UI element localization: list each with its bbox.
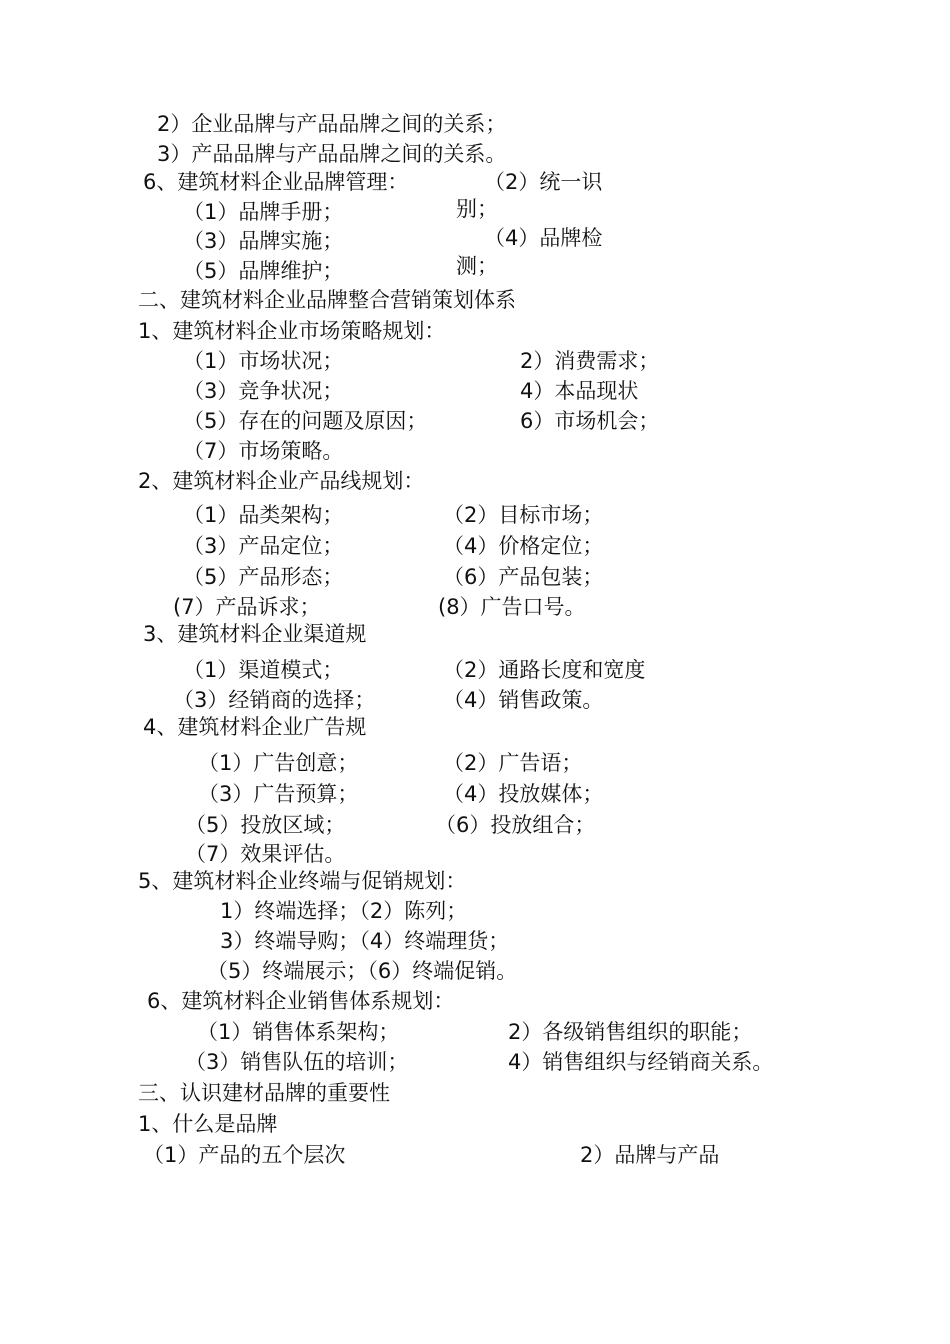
section-heading: 1、建筑材料企业市场策略规划： [138,319,446,343]
section-heading: 4、建筑材料企业广告规 [143,715,367,739]
list-item: （7）效果评估。 [185,842,346,866]
section-heading: 1、什么是品牌 [138,1112,278,1136]
chapter-heading: 二、建筑材料企业品牌整合营销策划体系 [138,288,516,312]
list-item: （1）产品的五个层次 [143,1143,346,1167]
list-item: （3）竞争状况； [183,379,344,403]
list-item: （1）渠道模式； [183,658,344,682]
list-item: （1）市场状况； [183,349,344,373]
list-item: 4）销售组织与经销商关系。 [508,1050,774,1074]
list-item: （4）投放媒体； [443,782,604,806]
list-item: （1）品类架构； [183,503,344,527]
list-item: （5）品牌维护； [183,259,344,283]
list-item: (7）产品诉求； [173,595,321,619]
list-item: （3）产品定位； [183,534,344,558]
section-heading: 3、建筑材料企业渠道规 [143,622,367,646]
chapter-heading: 三、认识建材品牌的重要性 [138,1081,390,1105]
text-line: 2）企业品牌与产品品牌之间的关系； [157,112,507,136]
list-item: （1）销售体系架构； [197,1020,400,1044]
list-item: （5）终端展示；（6）终端促销。 [207,959,518,983]
list-item: （6）产品包装； [443,565,604,589]
list-item: 6）市场机会； [520,409,660,433]
list-item: 3）终端导购；（4）终端理货； [220,929,510,953]
list-item: 4）本品现状 [520,379,639,403]
list-item: （5）投放区域； [185,813,346,837]
list-item: （5）存在的问题及原因； [183,409,428,433]
text-line: 别； [456,197,498,221]
section-heading: 6、建筑材料企业品牌管理： [143,170,409,194]
list-item: （3）销售队伍的培训； [185,1050,409,1074]
list-item: （2）通路长度和宽度 [443,658,646,682]
list-item: （3）经销商的选择； [173,688,376,712]
section-heading: 2、建筑材料企业产品线规划： [138,469,425,493]
list-item: （2）目标市场； [443,503,604,527]
list-item: （1）广告创意； [198,751,359,775]
list-item: (8）广告口号。 [438,595,586,619]
section-heading: 6、建筑材料企业销售体系规划： [147,989,455,1013]
list-item: （3）品牌实施； [183,229,344,253]
list-item: （6）投放组合； [435,813,596,837]
text-line: 测； [456,254,498,278]
list-item: 2）品牌与产品 [580,1143,720,1167]
list-item: （4）销售政策。 [443,688,604,712]
list-item: （1）品牌手册； [183,200,344,224]
list-item: （3）广告预算； [198,782,359,806]
list-item: （7）市场策略。 [183,439,344,463]
text-line: （2）统一识 [484,170,603,194]
text-line: 3）产品品牌与产品品牌之间的关系。 [157,142,507,166]
list-item: （5）产品形态； [183,565,344,589]
list-item: 2）各级销售组织的职能； [508,1020,753,1044]
text-line: （4）品牌检 [484,226,603,250]
list-item: （2）广告语； [443,751,583,775]
list-item: 1）终端选择；（2）陈列； [220,899,468,923]
list-item: （4）价格定位； [443,534,604,558]
section-heading: 5、建筑材料企业终端与促销规划： [138,869,467,893]
list-item: 2）消费需求； [520,349,660,373]
